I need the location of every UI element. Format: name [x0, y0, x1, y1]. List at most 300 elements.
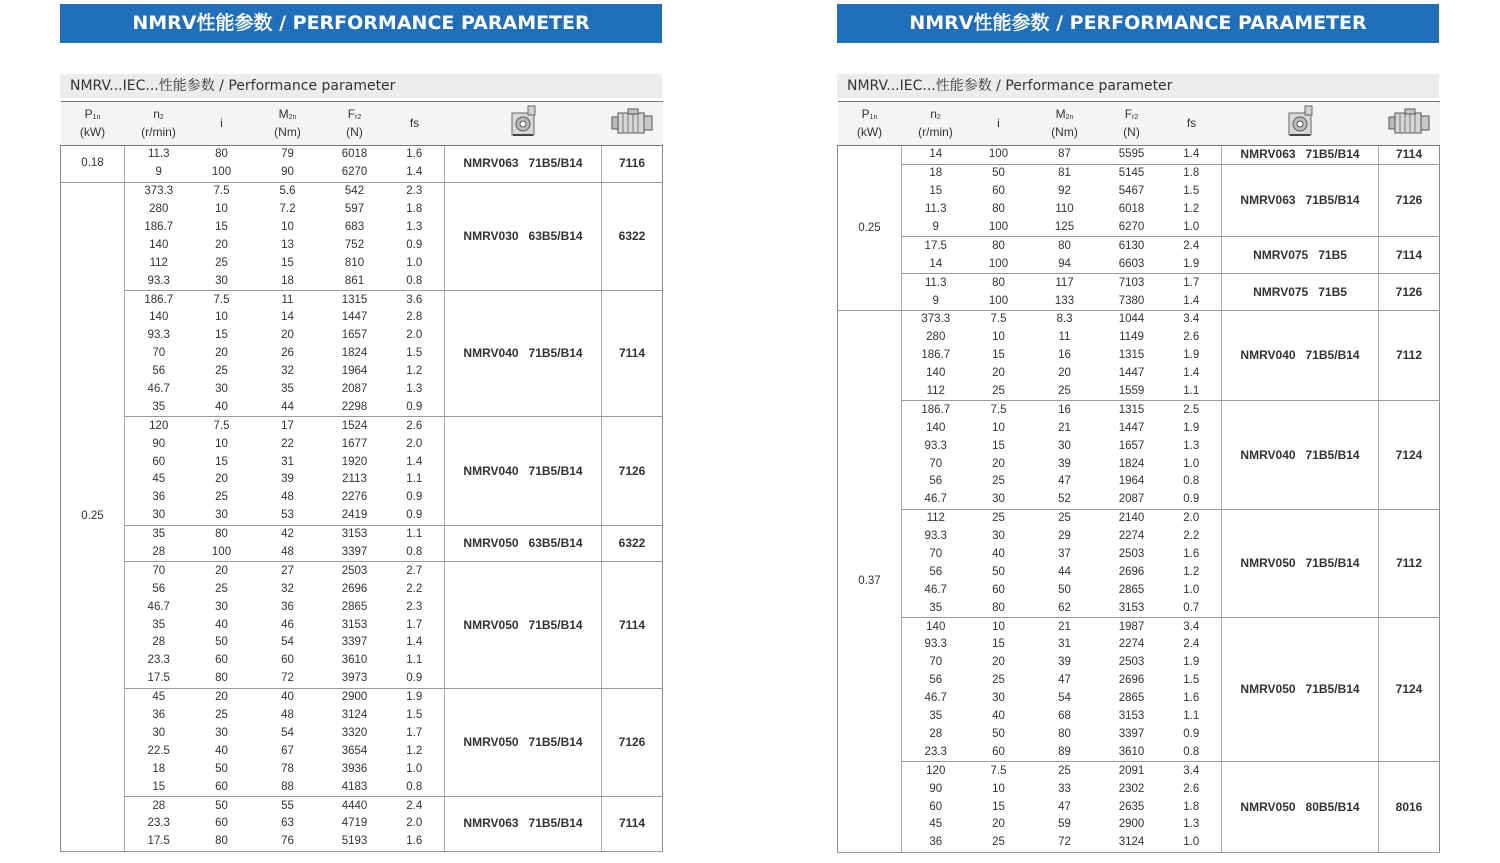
model-cell: NMRV075 71B5 [1222, 237, 1379, 274]
service-factor-cell: 2.6 [1183, 331, 1200, 344]
radial-load-cell: 2696 [1118, 565, 1145, 578]
radial-load-cell: 2503 [1118, 656, 1145, 669]
torque-cell: 48 [281, 491, 294, 504]
torque-cell: 88 [251, 778, 325, 796]
service-factor-cell: 1.6 [1183, 692, 1200, 705]
torque-cell: 79 [281, 148, 294, 161]
radial-load-cell: 1149 [1119, 331, 1144, 344]
torque-cell: 68 [1058, 710, 1071, 723]
header-label-m: M [1055, 107, 1066, 121]
header-label-p-sub: 1n [92, 114, 101, 121]
header-service-factor [1162, 102, 1222, 146]
torque-cell: 8.3 [1056, 313, 1073, 326]
service-factor-cell: 1.4 [406, 636, 423, 649]
speed-cell: 28 [152, 636, 166, 649]
power-cell: 0.37 [838, 311, 902, 853]
speed-cell: 9 [902, 219, 970, 237]
model-cell: NMRV050 63B5/B14 [445, 525, 602, 562]
torque-cell: 14 [281, 311, 294, 324]
radial-load-cell: 1447 [1118, 421, 1145, 434]
ratio-cell: 10 [215, 437, 228, 450]
header-motor-image [1379, 102, 1440, 146]
service-factor-cell: 1.1 [1183, 710, 1200, 723]
radial-load-cell: 1824 [1118, 457, 1145, 470]
ratio-cell: 10 [992, 782, 1005, 795]
torque-cell: 47 [1058, 674, 1071, 687]
header-label-m-unit: (Nm) [1051, 125, 1078, 139]
service-factor-cell: 2.0 [406, 437, 423, 450]
torque-cell: 10 [281, 221, 294, 233]
service-factor-cell: 1.2 [1183, 203, 1200, 216]
ratio-cell: 25 [970, 834, 1028, 852]
service-factor-cell: 3.4 [1183, 620, 1200, 633]
ratio-cell: 30 [193, 272, 251, 290]
speed-cell: 28 [125, 544, 193, 562]
speed-cell: 45 [929, 818, 943, 831]
torque-cell: 32 [281, 365, 294, 378]
radial-load-cell: 861 [325, 272, 385, 290]
ratio-cell: 100 [970, 255, 1028, 273]
ratio-cell: 25 [215, 582, 228, 595]
radial-load-cell: 1920 [341, 455, 368, 468]
header-label-m-sub: 2n [288, 114, 297, 121]
speed-cell: 18 [152, 762, 166, 775]
torque-cell: 80 [1058, 239, 1071, 252]
torque-cell: 40 [281, 691, 294, 704]
torque-cell: 81 [1058, 167, 1071, 180]
radial-load-cell: 1315 [1118, 349, 1145, 362]
torque-cell: 92 [1058, 185, 1071, 198]
speed-cell: 120 [926, 764, 946, 777]
ratio-cell: 20 [992, 367, 1005, 380]
torque-cell: 46 [281, 618, 294, 631]
ratio-cell: 10 [992, 620, 1005, 633]
torque-cell: 11 [281, 293, 294, 306]
speed-cell: 112 [149, 256, 168, 269]
speed-cell: 46.7 [924, 692, 947, 705]
service-factor-cell: 1.7 [406, 726, 423, 739]
speed-cell: 70 [929, 457, 943, 470]
speed-cell: 35 [152, 618, 166, 631]
torque-cell: 53 [251, 507, 325, 525]
speed-cell: 93.3 [147, 329, 170, 342]
radial-load-cell: 3124 [341, 709, 368, 722]
speed-cell: 56 [929, 475, 943, 488]
speed-cell: 70 [929, 548, 943, 561]
service-factor-cell: 1.1 [406, 528, 423, 541]
radial-load-cell: 3397 [1118, 727, 1145, 740]
speed-cell: 112 [926, 512, 945, 525]
header-radial-load [1102, 102, 1162, 146]
radial-load-cell: 1657 [341, 329, 368, 342]
ratio-cell: 7.5 [990, 313, 1007, 326]
speed-cell: 23.3 [902, 743, 970, 761]
table-row [838, 311, 1440, 329]
radial-load-cell: 1315 [1118, 403, 1145, 416]
service-factor-cell: 2.2 [406, 582, 423, 595]
speed-cell: 112 [902, 383, 970, 401]
radial-load-cell: 2865 [341, 600, 368, 613]
radial-load-cell: 2900 [341, 691, 368, 704]
radial-load-cell: 3936 [341, 762, 368, 775]
ratio-cell: 80 [992, 203, 1005, 216]
electric-motor-icon [610, 108, 654, 140]
radial-load-cell: 3320 [341, 726, 368, 739]
service-factor-cell: 1.5 [406, 347, 423, 360]
service-factor-cell: 2.8 [406, 311, 423, 324]
header-label-m-unit: (Nm) [274, 125, 301, 139]
header-label-p-unit: (kW) [856, 125, 883, 139]
ratio-cell: 40 [215, 744, 228, 757]
service-factor-cell: 0.9 [385, 507, 445, 525]
torque-cell: 27 [281, 564, 294, 577]
header-label-i: i [220, 116, 223, 130]
radial-load-cell: 752 [344, 238, 365, 251]
service-factor-cell: 0.9 [1162, 491, 1222, 509]
radial-load-cell: 1447 [341, 311, 368, 324]
header-label-n-sub: 2 [159, 114, 164, 121]
speed-cell: 28 [152, 799, 166, 812]
torque-cell: 63 [281, 817, 294, 830]
performance-table [60, 101, 663, 852]
speed-cell: 11.3 [147, 148, 170, 161]
ratio-cell: 80 [193, 670, 251, 688]
ratio-cell: 25 [992, 512, 1005, 525]
speed-cell: 15 [929, 185, 943, 198]
ratio-cell: 20 [992, 457, 1005, 470]
torque-cell: 54 [281, 726, 294, 739]
ratio-cell: 80 [193, 833, 251, 851]
ratio-cell: 20 [215, 691, 228, 704]
motor-code-cell: 7126 [602, 688, 663, 796]
radial-load-cell: 6270 [325, 164, 385, 182]
radial-load-cell: 2696 [341, 582, 368, 595]
service-factor-cell: 1.6 [406, 148, 423, 161]
ratio-cell: 30 [992, 530, 1005, 543]
service-factor-cell: 1.6 [1183, 548, 1200, 561]
speed-cell: 56 [929, 674, 943, 687]
speed-cell: 35 [929, 710, 943, 723]
radial-load-cell: 1315 [341, 293, 368, 306]
service-factor-cell: 2.2 [1183, 530, 1200, 543]
ratio-cell: 60 [193, 778, 251, 796]
ratio-cell: 40 [215, 618, 228, 631]
speed-cell: 70 [152, 564, 166, 577]
header-speed [902, 102, 970, 146]
header-label-p: P [861, 107, 870, 121]
service-factor-cell: 1.4 [385, 164, 445, 182]
header-label-n: n [930, 107, 937, 121]
ratio-cell: 20 [992, 656, 1005, 669]
model-cell: NMRV063 71B5/B14 [445, 797, 602, 852]
header-reducer-image [445, 102, 602, 146]
service-factor-cell: 1.0 [1162, 834, 1222, 852]
speed-cell: 17.5 [924, 239, 947, 252]
speed-cell: 280 [149, 203, 169, 216]
header-label-p: P [84, 107, 93, 121]
model-cell: NMRV040 71B5/B14 [1222, 401, 1379, 509]
torque-cell: 5.6 [279, 185, 296, 198]
torque-cell: 22 [281, 437, 294, 450]
header-label-p-sub: 1n [869, 114, 878, 121]
radial-load-cell: 6130 [1118, 239, 1145, 252]
service-factor-cell: 1.0 [406, 762, 423, 775]
speed-cell: 36 [152, 709, 166, 722]
ratio-cell: 100 [970, 292, 1028, 310]
torque-cell: 32 [281, 582, 294, 595]
table-row [61, 182, 663, 200]
motor-code-cell: 7112 [1379, 311, 1440, 401]
radial-load-cell: 6018 [341, 148, 368, 161]
model-cell: NMRV040 71B5/B14 [445, 417, 602, 525]
ratio-cell: 20 [992, 818, 1005, 831]
header-speed [125, 102, 193, 146]
speed-cell: 9 [902, 292, 970, 310]
performance-table [837, 101, 1440, 853]
service-factor-cell: 2.5 [1183, 403, 1200, 416]
ratio-cell: 60 [970, 743, 1028, 761]
torque-cell: 25 [1028, 383, 1102, 401]
torque-cell: 29 [1058, 530, 1071, 543]
service-factor-cell: 3.4 [1183, 764, 1200, 777]
speed-cell: 46.7 [147, 383, 170, 396]
service-factor-cell: 1.1 [406, 473, 423, 486]
speed-cell: 186.7 [921, 403, 951, 416]
service-factor-cell: 1.8 [1183, 167, 1200, 180]
motor-code-cell: 7124 [1379, 401, 1440, 509]
speed-cell: 23.3 [147, 817, 170, 830]
service-factor-cell: 1.4 [1162, 146, 1222, 165]
header-ratio [193, 102, 251, 146]
banner-title: NMRV性能参数 / PERFORMANCE PARAMETER [60, 4, 662, 43]
model-cell: NMRV063 71B5/B14 [445, 146, 602, 183]
radial-load-cell: 3153 [1118, 710, 1145, 723]
speed-cell: 28 [929, 727, 943, 740]
speed-cell: 186.7 [921, 349, 951, 362]
speed-cell: 140 [926, 421, 946, 434]
torque-cell: 60 [281, 654, 294, 667]
ratio-cell: 50 [992, 565, 1005, 578]
speed-cell: 35 [152, 528, 166, 541]
header-label-n-unit: (r/min) [141, 125, 176, 139]
torque-cell: 50 [1058, 583, 1071, 596]
radial-load-cell: 1987 [1118, 620, 1145, 633]
torque-cell: 48 [251, 544, 325, 562]
service-factor-cell: 0.9 [1183, 727, 1200, 740]
service-factor-cell: 1.1 [1162, 383, 1222, 401]
torque-cell: 15 [281, 256, 294, 269]
ratio-cell: 15 [992, 439, 1005, 452]
speed-cell: 14 [902, 255, 970, 273]
speed-cell: 280 [926, 331, 946, 344]
torque-cell: 59 [1058, 818, 1071, 831]
torque-cell: 47 [1058, 475, 1071, 488]
service-factor-cell: 1.0 [1183, 583, 1200, 596]
model-cell: NMRV063 71B5/B14 [1222, 146, 1379, 165]
radial-load-cell: 3124 [1102, 834, 1162, 852]
speed-cell: 45 [152, 691, 166, 704]
speed-cell: 15 [125, 778, 193, 796]
radial-load-cell: 6018 [1118, 203, 1145, 216]
torque-cell: 44 [1058, 565, 1071, 578]
ratio-cell: 100 [193, 544, 251, 562]
service-factor-cell: 2.4 [1183, 239, 1200, 252]
header-label-f-unit: (N) [1123, 125, 1140, 139]
speed-cell: 60 [929, 800, 943, 813]
worm-gearbox-icon [508, 105, 538, 143]
radial-load-cell: 2503 [1118, 548, 1145, 561]
radial-load-cell: 2274 [1118, 530, 1145, 543]
service-factor-cell: 1.9 [1183, 421, 1200, 434]
model-cell: NMRV075 71B5 [1222, 274, 1379, 311]
table-row [61, 562, 663, 580]
ratio-cell: 50 [215, 799, 228, 812]
torque-cell: 26 [281, 347, 294, 360]
service-factor-cell: 0.7 [1162, 599, 1222, 617]
torque-cell: 87 [1028, 146, 1102, 165]
ratio-cell: 100 [193, 164, 251, 182]
radial-load-cell: 2276 [341, 491, 368, 504]
ratio-cell: 60 [215, 817, 228, 830]
ratio-cell: 15 [215, 329, 228, 342]
radial-load-cell: 2140 [1118, 512, 1145, 525]
header-torque [1028, 102, 1102, 146]
service-factor-cell: 1.4 [406, 455, 423, 468]
ratio-cell: 80 [992, 239, 1005, 252]
service-factor-cell: 1.9 [1183, 656, 1200, 669]
speed-cell: 14 [902, 146, 970, 165]
torque-cell: 67 [281, 744, 294, 757]
motor-code-cell: 7116 [602, 146, 663, 183]
service-factor-cell: 2.0 [1183, 512, 1200, 525]
torque-cell: 54 [1058, 692, 1071, 705]
speed-cell: 70 [152, 347, 166, 360]
worm-gearbox-icon [1285, 105, 1315, 143]
torque-cell: 16 [1058, 403, 1071, 416]
service-factor-cell: 1.6 [385, 833, 445, 851]
model-cell: NMRV050 80B5/B14 [1222, 762, 1379, 852]
service-factor-cell: 1.5 [1183, 185, 1200, 198]
ratio-cell: 25 [215, 491, 228, 504]
speed-cell: 45 [152, 473, 166, 486]
radial-load-cell: 3610 [341, 654, 368, 667]
speed-cell: 17.5 [125, 670, 193, 688]
service-factor-cell: 1.8 [1183, 800, 1200, 813]
table-row [838, 146, 1440, 165]
torque-cell: 35 [281, 383, 294, 396]
torque-cell: 76 [251, 833, 325, 851]
radial-load-cell: 5193 [325, 833, 385, 851]
ratio-cell: 7.5 [213, 419, 230, 432]
power-cell: 0.25 [838, 146, 902, 311]
ratio-cell: 50 [215, 762, 228, 775]
header-radial-load [325, 102, 385, 146]
power-cell: 0.18 [61, 146, 125, 183]
speed-cell: 140 [149, 311, 169, 324]
radial-load-cell: 810 [344, 256, 365, 269]
service-factor-cell: 1.9 [1162, 255, 1222, 273]
torque-cell: 31 [281, 455, 294, 468]
torque-cell: 30 [1058, 439, 1071, 452]
speed-cell: 140 [926, 367, 946, 380]
ratio-cell: 15 [992, 349, 1005, 362]
torque-cell: 54 [281, 636, 294, 649]
torque-cell: 33 [1058, 782, 1071, 795]
service-factor-cell: 0.9 [406, 491, 423, 504]
radial-load-cell: 3153 [341, 528, 368, 541]
speed-cell: 93.3 [924, 530, 947, 543]
ratio-cell: 40 [992, 710, 1005, 723]
ratio-cell: 7.5 [990, 764, 1007, 777]
radial-load-cell: 2113 [342, 473, 367, 486]
ratio-cell: 15 [992, 800, 1005, 813]
radial-load-cell: 2503 [341, 564, 368, 577]
torque-cell: 7.2 [279, 203, 296, 216]
torque-cell: 39 [1058, 656, 1071, 669]
speed-cell: 186.7 [144, 293, 174, 306]
ratio-cell: 20 [215, 564, 228, 577]
service-factor-cell: 3.6 [406, 293, 423, 306]
motor-code-cell: 7114 [602, 562, 663, 688]
speed-cell: 11.3 [924, 276, 947, 289]
header-torque [251, 102, 325, 146]
table-row [61, 146, 663, 164]
service-factor-cell: 1.7 [1183, 276, 1200, 289]
service-factor-cell: 2.4 [1183, 638, 1200, 651]
motor-code-cell: 7112 [1379, 509, 1440, 617]
table-row [838, 618, 1440, 636]
speed-cell: 60 [152, 455, 166, 468]
radial-load-cell: 3973 [325, 670, 385, 688]
model-cell: NMRV050 71B5/B14 [1222, 618, 1379, 762]
ratio-cell: 25 [215, 256, 228, 269]
ratio-cell: 100 [970, 146, 1028, 165]
torque-cell: 20 [281, 329, 294, 342]
speed-cell: 56 [152, 365, 166, 378]
ratio-cell: 7.5 [990, 403, 1007, 416]
service-factor-cell: 1.0 [406, 256, 423, 269]
model-cell: NMRV050 71B5/B14 [445, 562, 602, 688]
radial-load-cell: 1677 [341, 437, 368, 450]
torque-cell: 37 [1058, 548, 1071, 561]
motor-code-cell: 7126 [1379, 274, 1440, 311]
radial-load-cell: 2900 [1118, 818, 1145, 831]
speed-cell: 46.7 [902, 491, 970, 509]
torque-cell: 21 [1058, 421, 1071, 434]
radial-load-cell: 2298 [325, 398, 385, 416]
speed-cell: 9 [125, 164, 193, 182]
service-factor-cell: 2.3 [406, 600, 423, 613]
torque-cell: 52 [1028, 491, 1102, 509]
radial-load-cell: 2274 [1118, 638, 1145, 651]
ratio-cell: 40 [992, 548, 1005, 561]
ratio-cell: 10 [992, 421, 1005, 434]
radial-load-cell: 1447 [1118, 367, 1145, 380]
radial-load-cell: 2087 [341, 383, 368, 396]
service-factor-cell: 2.3 [406, 185, 423, 198]
torque-cell: 78 [281, 762, 294, 775]
torque-cell: 125 [1028, 219, 1102, 237]
service-factor-cell: 1.1 [406, 654, 423, 667]
ratio-cell: 15 [215, 221, 228, 233]
ratio-cell: 10 [215, 311, 228, 324]
ratio-cell: 50 [992, 167, 1005, 180]
table-row [61, 525, 663, 543]
ratio-cell: 7.5 [213, 185, 230, 198]
service-factor-cell: 3.4 [1183, 313, 1200, 326]
speed-cell: 120 [149, 419, 169, 432]
radial-load-cell: 3397 [341, 636, 368, 649]
